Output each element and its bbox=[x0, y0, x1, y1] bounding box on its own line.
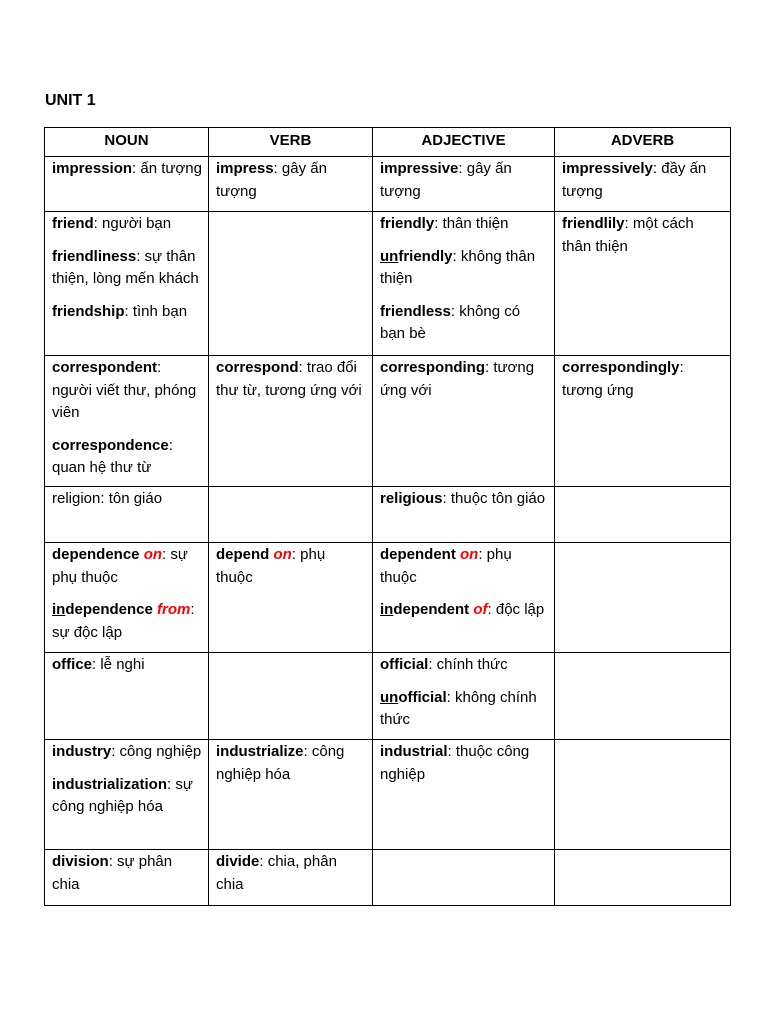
verb-cell bbox=[209, 157, 373, 212]
adverb-cell bbox=[555, 653, 731, 740]
entry bbox=[380, 741, 548, 786]
adverb-cell bbox=[555, 157, 731, 212]
entry-meaning: : người bạn bbox=[93, 215, 172, 232]
entry-meaning: : phụ thuộc bbox=[380, 546, 512, 586]
entry-word: friendly bbox=[398, 247, 453, 265]
entry-prefix: un bbox=[380, 688, 399, 706]
entry bbox=[380, 599, 548, 622]
entry bbox=[562, 158, 724, 203]
entry-word: dependent bbox=[380, 546, 456, 563]
verb-cell bbox=[209, 356, 373, 487]
entry-meaning: : lễ nghi bbox=[92, 656, 145, 673]
verb-cell bbox=[209, 850, 373, 906]
entry-word: friendship bbox=[52, 302, 125, 320]
adverb-cell bbox=[555, 356, 731, 487]
unit-title: UNIT 1 bbox=[45, 92, 96, 109]
entry-preposition: of bbox=[473, 601, 488, 618]
entry-meaning: : không thân thiện bbox=[380, 247, 536, 287]
entry-word: correspondence bbox=[52, 436, 169, 454]
noun-cell bbox=[45, 212, 209, 356]
entry-word: office bbox=[52, 656, 93, 673]
table-row bbox=[45, 653, 731, 740]
entry-word: correspond bbox=[216, 359, 299, 376]
entry-meaning: : chia, phân chia bbox=[216, 853, 337, 893]
noun-cell bbox=[45, 356, 209, 487]
entry-word: dependence bbox=[65, 601, 153, 618]
entry bbox=[380, 158, 548, 203]
table-row bbox=[45, 487, 731, 543]
entry-word: dependence bbox=[52, 546, 140, 563]
entry-word: industrialization bbox=[52, 775, 168, 793]
entry-word: impressive bbox=[380, 160, 459, 177]
table-row bbox=[45, 543, 731, 653]
entry-word: friendlily bbox=[562, 215, 625, 232]
entry-word: correspondent bbox=[52, 359, 158, 376]
entry-meaning: : thuộc tôn giáo bbox=[442, 490, 546, 507]
entry-meaning: : công nghiệp bbox=[111, 743, 202, 760]
adjective-cell bbox=[373, 740, 555, 850]
adjective-cell bbox=[373, 157, 555, 212]
entry-meaning: : công nghiệp hóa bbox=[216, 743, 345, 783]
entry-meaning: : ấn tượng bbox=[132, 160, 202, 177]
entry-meaning: : không chính thức bbox=[380, 688, 537, 728]
adjective-cell bbox=[373, 356, 555, 487]
entry bbox=[52, 544, 202, 589]
entry bbox=[380, 213, 548, 236]
adjective-cell bbox=[373, 212, 555, 356]
entry-preposition: on bbox=[273, 546, 292, 563]
entry-meaning: : tương ứng với bbox=[380, 359, 535, 399]
verb-cell bbox=[209, 487, 373, 543]
verb-cell bbox=[209, 653, 373, 740]
table-row bbox=[45, 356, 731, 487]
noun-cell bbox=[45, 740, 209, 850]
entry-word: dependent bbox=[393, 601, 470, 618]
entry bbox=[52, 301, 202, 324]
adverb-cell bbox=[555, 487, 731, 543]
entry-word: corresponding bbox=[380, 359, 486, 376]
entry bbox=[380, 544, 548, 589]
entry-meaning: : thân thiện bbox=[434, 215, 509, 232]
entry bbox=[52, 488, 202, 511]
adjective-cell bbox=[373, 543, 555, 653]
entry-meaning: : tương ứng bbox=[562, 359, 684, 399]
table-header-row bbox=[45, 128, 731, 157]
entry-meaning: : gây ấn tượng bbox=[216, 160, 327, 200]
entry-meaning: : sự độc lập bbox=[52, 601, 195, 641]
entry-word: friendless bbox=[380, 302, 451, 320]
entry-meaning: : sự phụ thuộc bbox=[52, 546, 188, 586]
table-body bbox=[45, 157, 731, 906]
entry bbox=[52, 774, 202, 819]
adjective-cell bbox=[373, 850, 555, 906]
adjective-cell bbox=[373, 487, 555, 543]
noun-cell bbox=[45, 157, 209, 212]
adverb-cell bbox=[555, 212, 731, 356]
entry bbox=[52, 158, 202, 181]
table-row bbox=[45, 850, 731, 906]
entry-word: impression bbox=[52, 160, 133, 177]
entry-meaning: : quan hệ thư từ bbox=[52, 436, 173, 476]
entry bbox=[380, 654, 548, 677]
adverb-cell bbox=[555, 543, 731, 653]
entry bbox=[52, 435, 202, 480]
entry-word: friendly bbox=[380, 215, 435, 232]
entry-word: industrialize bbox=[216, 743, 304, 760]
entry bbox=[216, 158, 366, 203]
entry bbox=[52, 357, 202, 425]
entry-meaning: : tình bạn bbox=[124, 302, 188, 320]
entry-prefix: un bbox=[380, 247, 399, 265]
verb-cell bbox=[209, 212, 373, 356]
entry-meaning: : đầy ấn tượng bbox=[562, 160, 707, 200]
verb-cell bbox=[209, 740, 373, 850]
entry-word: depend bbox=[216, 546, 270, 563]
table-row bbox=[45, 157, 731, 212]
entry-meaning: : sự công nghiệp hóa bbox=[52, 775, 193, 815]
entry-word: correspondingly bbox=[562, 359, 680, 376]
entry bbox=[216, 544, 366, 589]
adverb-cell bbox=[555, 850, 731, 906]
entry-meaning: : sự thân thiện, lòng mến khách bbox=[52, 247, 199, 287]
entry bbox=[216, 357, 366, 402]
entry bbox=[52, 599, 202, 644]
entry-word: divide bbox=[216, 853, 260, 870]
entry-meaning: : không có bạn bè bbox=[380, 302, 521, 342]
header-adjective: ADJECTIVE bbox=[373, 128, 555, 157]
noun-cell bbox=[45, 487, 209, 543]
entry-meaning: : độc lập bbox=[487, 601, 545, 618]
entry bbox=[52, 246, 202, 291]
entry-word: friend bbox=[52, 215, 94, 232]
entry bbox=[380, 301, 548, 346]
entry-meaning: : chính thức bbox=[428, 656, 508, 673]
entry-preposition: from bbox=[157, 601, 191, 618]
entry bbox=[562, 213, 724, 258]
entry bbox=[380, 687, 548, 732]
table-row bbox=[45, 740, 731, 850]
entry bbox=[52, 741, 202, 764]
header-verb: VERB bbox=[209, 128, 373, 157]
entry-prefix: in bbox=[380, 601, 394, 618]
entry bbox=[52, 654, 202, 677]
entry-word: official bbox=[398, 688, 447, 706]
entry bbox=[380, 246, 548, 291]
entry bbox=[380, 488, 548, 511]
entry-preposition: on bbox=[143, 546, 163, 563]
entry bbox=[52, 213, 202, 236]
adjective-cell bbox=[373, 653, 555, 740]
entry-preposition: on bbox=[460, 546, 479, 563]
entry-plain: religion: tôn giáo bbox=[52, 490, 163, 507]
entry-word: friendliness bbox=[52, 247, 137, 265]
header-adverb: ADVERB bbox=[555, 128, 731, 157]
noun-cell bbox=[45, 850, 209, 906]
noun-cell bbox=[45, 653, 209, 740]
noun-cell bbox=[45, 543, 209, 653]
entry-meaning: : người viết thư, phóng viên bbox=[52, 359, 197, 421]
entry-meaning: : phụ thuộc bbox=[216, 546, 326, 586]
entry-meaning: : trao đổi thư từ, tương ứng với bbox=[216, 359, 362, 399]
entry bbox=[562, 357, 724, 402]
entry bbox=[216, 851, 366, 896]
entry-word: religious bbox=[380, 490, 443, 507]
entry-meaning: : sự phân chia bbox=[52, 853, 173, 893]
header-noun: NOUN bbox=[45, 128, 209, 157]
entry bbox=[216, 741, 366, 786]
entry-meaning: : gây ấn tượng bbox=[380, 160, 512, 200]
adverb-cell bbox=[555, 740, 731, 850]
entry-word: division bbox=[52, 853, 109, 870]
entry-word: impressively bbox=[562, 160, 653, 177]
entry-word: official bbox=[380, 656, 429, 673]
entry bbox=[380, 357, 548, 402]
entry bbox=[52, 851, 202, 896]
entry-word: industry bbox=[52, 743, 112, 760]
entry-word: industrial bbox=[380, 743, 448, 760]
entry-meaning: : một cách thân thiện bbox=[562, 215, 694, 255]
vocabulary-table bbox=[44, 127, 731, 906]
entry-meaning: : thuộc công nghiệp bbox=[380, 743, 530, 783]
entry-prefix: in bbox=[52, 601, 66, 618]
verb-cell bbox=[209, 543, 373, 653]
table-row bbox=[45, 212, 731, 356]
entry-word: impress bbox=[216, 160, 274, 177]
